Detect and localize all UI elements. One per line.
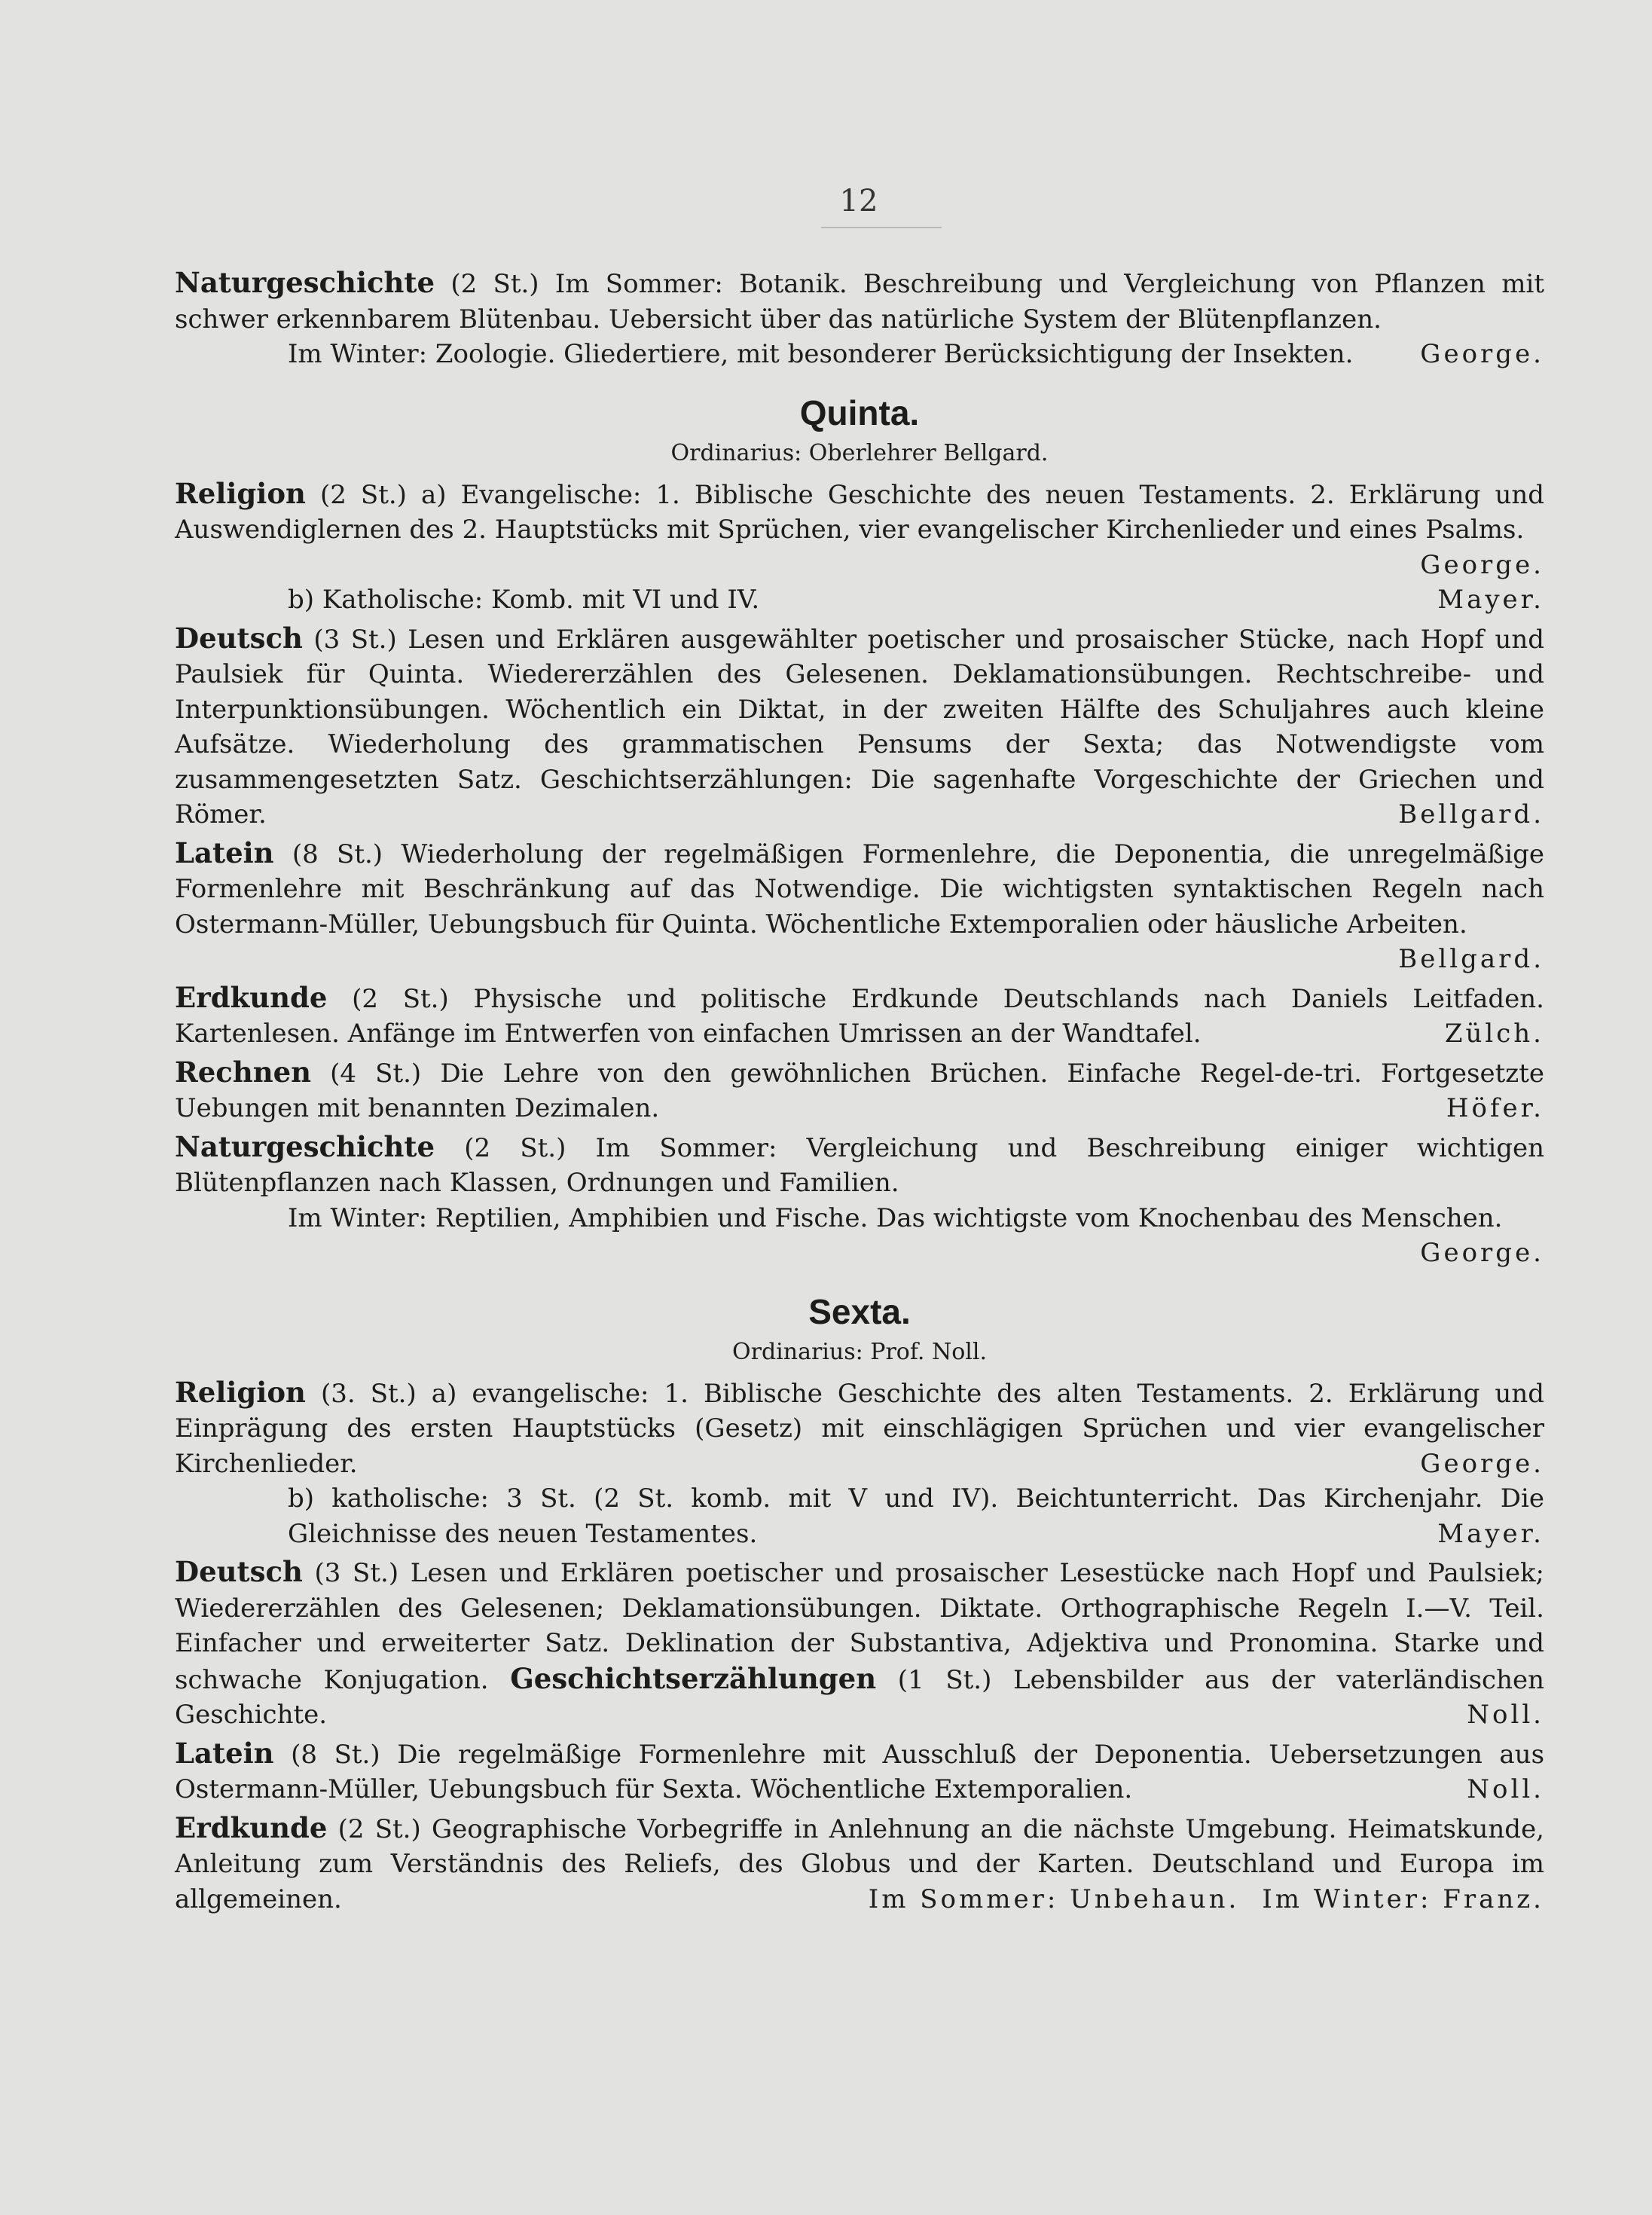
entry-text: a) evangelische: 1. Biblische Geschichte des alten Testaments. 2. Erklärung und Einprägung des ersten Hauptstücks (Gesetz) mit einschlägigen Sprüchen und vier evangelischer Kirchenlieder. (175, 1378, 1544, 1479)
teacher-name: Zülch. (1444, 1019, 1544, 1049)
subject-heading: Religion (175, 1375, 306, 1409)
entry-text: Physische und politische Erdkunde Deutschlands nach Daniels Leitfaden. Kartenlesen. Anfänge im Entwerfen von einfachen Umrissen an der Wandtafel. (175, 983, 1544, 1049)
entry-religion-katholisch (175, 582, 1544, 618)
entry-text: Die regelmäßige Formenlehre mit Ausschluß der Deponentia. Uebersetzungen aus Ostermann-Müller, Uebungsbuch für Sexta. Wöchentliche Extemporalien. (175, 1739, 1545, 1804)
entry-deutsch (175, 1554, 1544, 1733)
subject-heading: Erdkunde (175, 1810, 328, 1844)
entry-text-winter (175, 337, 1544, 372)
teacher-name: Im Sommer: Unbehaun. (868, 1884, 1240, 1914)
entry-deutsch (175, 621, 1544, 833)
subject-hours: (2 St.) (319, 479, 407, 510)
teacher-name: Bellgard. (1398, 944, 1544, 974)
entry-text: b) Katholische: Komb. mit VI und IV. (288, 585, 760, 615)
subject-heading: Naturgeschichte (175, 1129, 435, 1163)
teacher-name: Mayer. (1437, 585, 1544, 615)
subject-hours: (3. St.) (320, 1378, 417, 1409)
entry-text: Die Lehre von den gewöhnlichen Brüchen. Einfache Regel-de-tri. Fortgesetzte Uebungen mit benannten Dezimalen. (175, 1058, 1544, 1123)
subject-heading: Naturgeschichte (175, 266, 435, 299)
entry-text: a) Evangelische: 1. Biblische Geschichte des neuen Testaments. 2. Erklärung und Auswendiglernen des 2. Hauptstücks mit Sprüchen, vier evangelischer Kirchenlieder und eines Psalms. (175, 479, 1545, 545)
entry-text: Im Sommer: Vergleichung und Beschreibung einiger wichtigen Blütenpflanzen nach Klassen, Ordnungen und Familien. (175, 1132, 1545, 1198)
subject-heading: Geschichtserzählungen (510, 1661, 877, 1695)
subject-hours: (1 St.) (897, 1664, 992, 1695)
entry-text: Lesen und Erklären ausgewählter poetischer und prosaischer Stücke, nach Hopf und Paulsiek für Quinta. Wiedererzählen des Gelesenen. Deklamationsübungen. Rechtschreibe- und Interpunktionsübungen. Wöchentlich ein Diktat, in der zweiten Hälfte des Schuljahres auch kleine Aufsätze. Wiederholung des grammatischen Pensums der Sexta; das Notwendigste vom zusammengesetzten Satz. Geschichtserzählungen: Die sagenhafte Vorgeschichte der Griechen und Römer. (175, 624, 1544, 829)
entry-text: Geographische Vorbegriffe in Anlehnung an die nächste Umgebung. Heimatskunde, Anleitung zum Verständnis des Reliefs, des Globus und der Karten. Deutschland und Europa im allgemeinen. (175, 1813, 1544, 1914)
teacher-name: Noll. (1467, 1774, 1544, 1804)
subject-hours: (2 St.) (337, 1813, 421, 1844)
teacher-name: George. (1420, 549, 1544, 580)
subject-hours: (2 St.) (464, 1132, 566, 1163)
entry-naturgeschichte-prev (175, 265, 1544, 337)
section-title-quinta: Quinta. (799, 393, 920, 432)
teacher-name: George. (1420, 1238, 1544, 1268)
entry-text: Lebensbilder aus der vaterländischen Geschichte. (175, 1664, 1544, 1730)
subject-heading: Deutsch (175, 621, 303, 655)
entry-text: Im Winter: Reptilien, Amphibien und Fische. Das wichtigste vom Knochenbau des Menschen. (288, 1202, 1503, 1233)
subject-heading: Erdkunde (175, 980, 328, 1014)
entry-text: Im Winter: Zoologie. Gliedertiere, mit besonderer Berücksichtigung der Insekten. (288, 339, 1354, 369)
entry-religion (175, 1375, 1544, 1482)
teacher-name: George. (1420, 339, 1544, 369)
subject-hours: (3 St.) (313, 624, 397, 655)
entry-religion-katholisch (175, 1481, 1544, 1551)
entry-latein (175, 1736, 1544, 1807)
entry-naturgeschichte (175, 1129, 1544, 1201)
entry-text: Lesen und Erklären poetischer und prosaischer Lesestücke nach Hopf und Paulsiek; Wiedererzählen des Gelesenen; Deklamationsübungen. Diktate. Orthographische Regeln I.—V. Teil. Einfacher und erweiterter Satz. Deklination der Substantiva, Adjektiva und Pronomina. Starke und schwache Konjugation. (175, 1558, 1544, 1695)
ordinarius-sexta: Ordinarius: Prof. Noll. (732, 1338, 987, 1365)
entry-erdkunde (175, 1810, 1544, 1917)
subject-heading: Latein (175, 836, 274, 869)
subject-hours: (3 St.) (314, 1558, 399, 1588)
teacher-name: George. (1420, 1448, 1544, 1479)
subject-hours: (2 St.) (450, 269, 539, 299)
entry-erdkunde (175, 980, 1544, 1052)
subject-hours: (8 St.) (291, 1739, 380, 1770)
entry-text: Wiederholung der regelmäßigen Formenlehre, die Deponentia, die unregelmäßige Formenlehre mit Beschränkung auf das Notwendige. Die wichtigsten syntaktischen Regeln nach Ostermann-Müller, Uebungsbuch für Quinta. Wöchentliche Extemporalien oder häusliche Arbeiten. (175, 839, 1545, 939)
subject-heading: Religion (175, 476, 306, 510)
teacher-name: Noll. (1467, 1700, 1544, 1730)
page-number: 12 (839, 184, 878, 218)
entry-rechnen (175, 1055, 1544, 1126)
subject-hours: (2 St.) (352, 983, 449, 1014)
entry-latein (175, 836, 1544, 977)
ordinarius-quinta: Ordinarius: Oberlehrer Bellgard. (670, 439, 1049, 466)
header-rule (821, 227, 942, 228)
entry-text: b) katholische: 3 St. (2 St. komb. mit V und IV). Beichtunterricht. Das Kirchenjahr. Die Gleichnisse des neuen Testamentes. (288, 1483, 1544, 1549)
subject-heading: Deutsch (175, 1555, 303, 1588)
section-title-sexta: Sexta. (808, 1291, 911, 1331)
entry-religion (175, 476, 1544, 583)
subject-heading: Rechnen (175, 1055, 312, 1089)
subject-hours: (4 St.) (330, 1058, 422, 1089)
teacher-name: Bellgard. (1398, 799, 1544, 829)
teacher-name: Mayer. (1437, 1518, 1544, 1549)
teacher-name: Im Winter: Franz. (1262, 1884, 1544, 1914)
entry-text: Im Sommer: Botanik. Beschreibung und Vergleichung von Pflanzen mit schwer erkennbarem Blütenbau. Uebersicht über das natürliche System der Blütenpflanzen. (175, 269, 1544, 335)
teacher-name: Höfer. (1446, 1093, 1544, 1123)
entry-text-winter (175, 1201, 1544, 1271)
page-content (175, 265, 1544, 1917)
subject-hours: (8 St.) (292, 839, 383, 869)
subject-heading: Latein (175, 1736, 274, 1770)
